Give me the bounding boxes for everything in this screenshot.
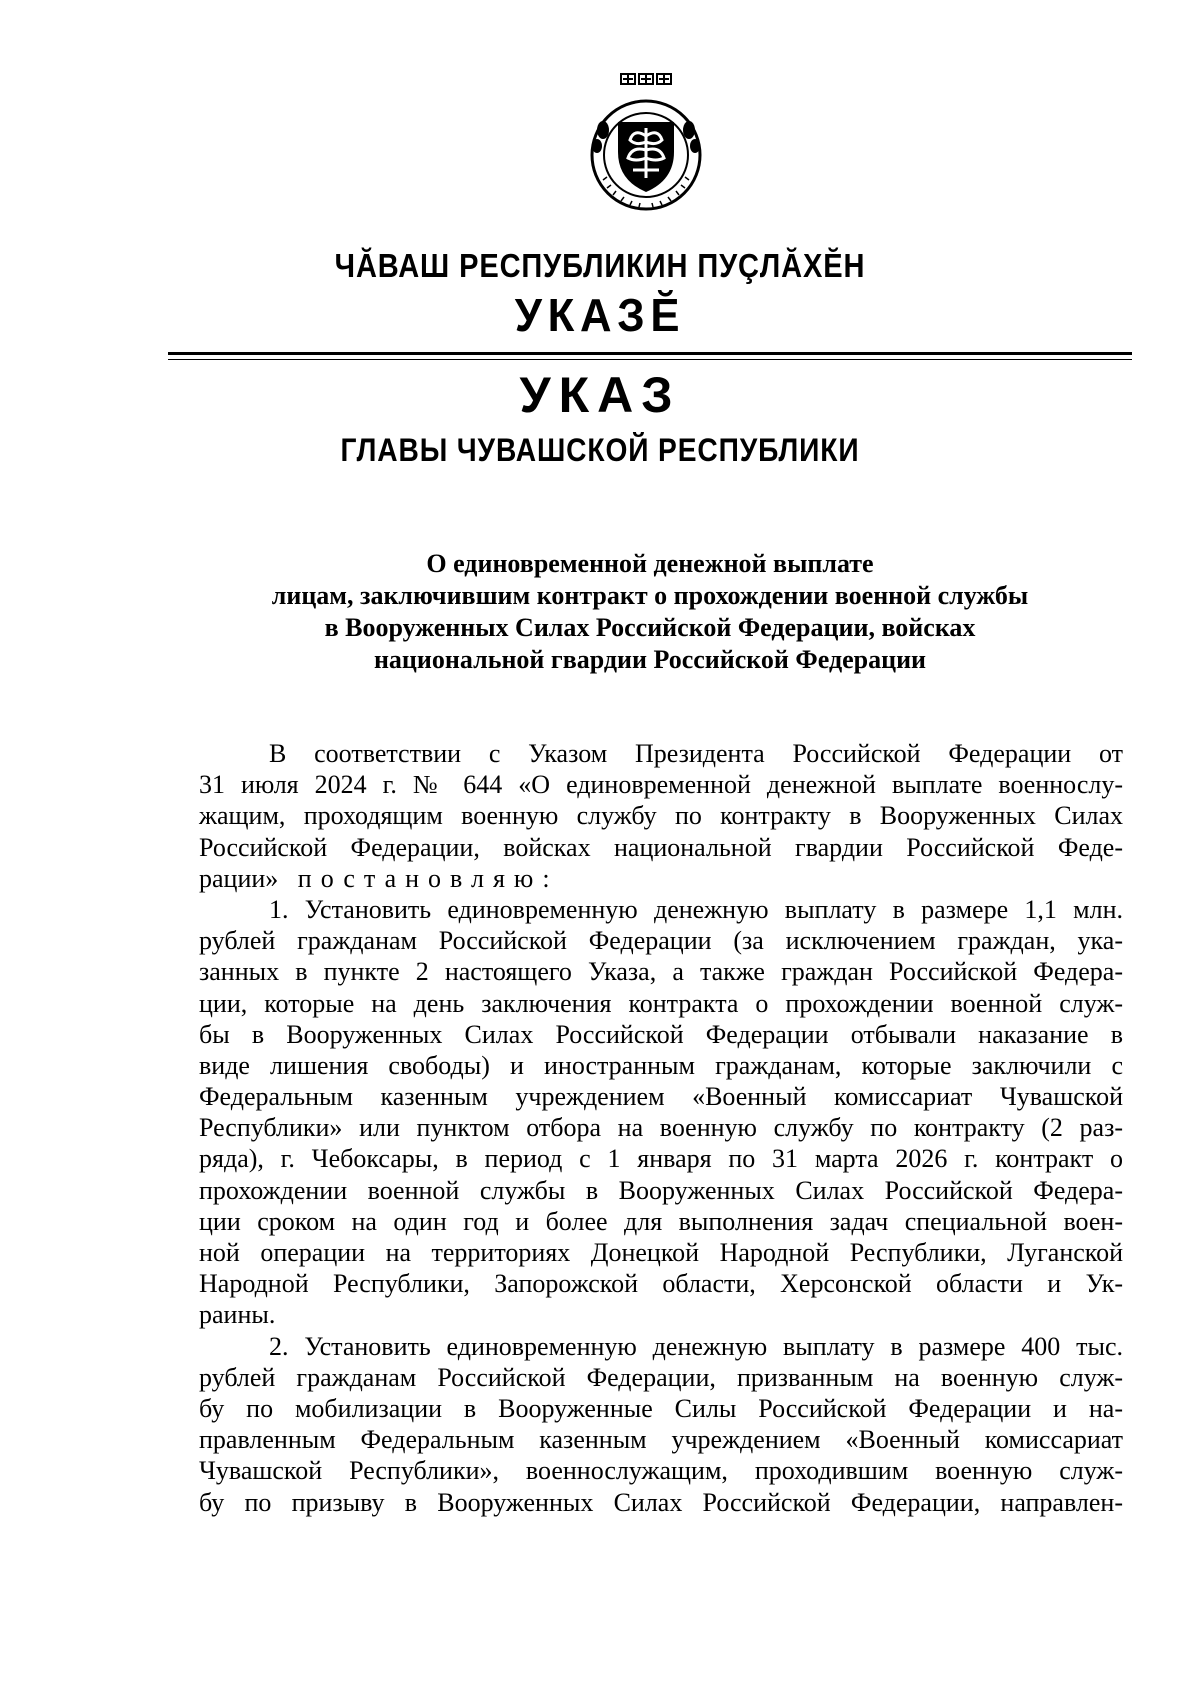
item1-line: Федеральным казенным учреждением «Военный комиссариат Чувашской [199, 1082, 1123, 1112]
coat-of-arms-svg [573, 70, 719, 220]
preamble-line: В соответствии с Указом Президента Российской Федерации от [269, 739, 1123, 768]
header-divider-thin [168, 359, 1132, 360]
item2-line: правленным Федеральным казенным учреждением «Военный комиссариат [199, 1425, 1123, 1455]
decree-title [160, 548, 1140, 676]
item1-line: виде лишения свободы) и иностранным гражданам, которые заключили с [199, 1050, 1123, 1080]
item1-line: ряда), г. Чебоксары, в период с 1 января по 31 марта 2026 г. контракт о [199, 1144, 1123, 1174]
decree-title-line: в Вооруженных Силах Российской Федерации, войсках [324, 613, 976, 642]
chuvash-header-line2: УКАЗĔ [514, 289, 686, 341]
item2-line: рублей гражданам Российской Федерации, призванным на военную служ- [199, 1362, 1123, 1392]
item2-line: бу по призыву в Вооруженных Силах Российской Федерации, направлен- [199, 1487, 1123, 1517]
preamble-line: жащим, проходящим военную службу по контракту в Вооруженных Силах [199, 801, 1123, 831]
item1-line: рублей гражданам Российской Федерации (за исключением граждан, ука- [199, 926, 1123, 956]
decree-body [199, 738, 1123, 1518]
chuvash-header-line1: ЧĂВАШ РЕСПУБЛИКИН ПУÇЛĂХĔН [334, 247, 866, 284]
item1-line: занных в пункте 2 настоящего Указа, а также граждан Российской Федера- [199, 957, 1123, 987]
coat-of-arms-icon [573, 70, 719, 220]
preamble-last-line [199, 863, 1123, 894]
preamble-line: Российской Федерации, войсках национальной гвардии Российской Феде- [199, 832, 1123, 862]
decree-title-line: лицам, заключившим контракт о прохождении военной службы [271, 581, 1029, 610]
header-divider-thick [168, 352, 1132, 355]
item1-line: ции, которые на день заключения контракта о прохождении военной служ- [199, 988, 1123, 1018]
item1-line: ции сроком на один год и более для выполнения задач специальной воен- [199, 1206, 1123, 1236]
item1-line: ной операции на территориях Донецкой Народной Республики, Луганской [199, 1238, 1123, 1267]
item2-line: бу по мобилизации в Вооруженные Силы Российской Федерации и на- [199, 1393, 1123, 1423]
item1-line: Народной Республики, Запорожской области, Херсонской области и Ук- [199, 1269, 1123, 1299]
russian-header-line2: ГЛАВЫ ЧУВАШСКОЙ РЕСПУБЛИКИ [340, 432, 860, 468]
item1-line: Республики» или пунктом отбора на военную службу по контракту (2 раз- [199, 1113, 1123, 1143]
decree-word: постановляю: [297, 863, 559, 893]
item2-line: 2. Установить единовременную денежную выплату в размере 400 тыс. [269, 1331, 1123, 1361]
decree-title-line: национальной гвардии Российской Федерации [373, 645, 927, 674]
russian-header-line1: УКАЗ [519, 367, 681, 423]
item1-line: 1. Установить единовременную денежную выплату в размере 1,1 млн. [269, 894, 1123, 924]
decree-title-line: О единовременной денежной выплате [426, 549, 874, 578]
preamble-last-text: рации» [199, 863, 279, 893]
item1-line: прохождении военной службы в Вооруженных Силах Российской Федера- [199, 1175, 1123, 1205]
item2-line: Чувашской Республики», военнослужащим, проходившим военную служ- [199, 1456, 1123, 1486]
item1-line: раины. [199, 1300, 276, 1330]
item1-line: бы в Вооруженных Силах Российской Федерации отбывали наказание в [199, 1019, 1123, 1049]
preamble-line: 31 июля 2024 г. № 644 «О единовременной денежной выплате военнослу- [199, 770, 1123, 800]
